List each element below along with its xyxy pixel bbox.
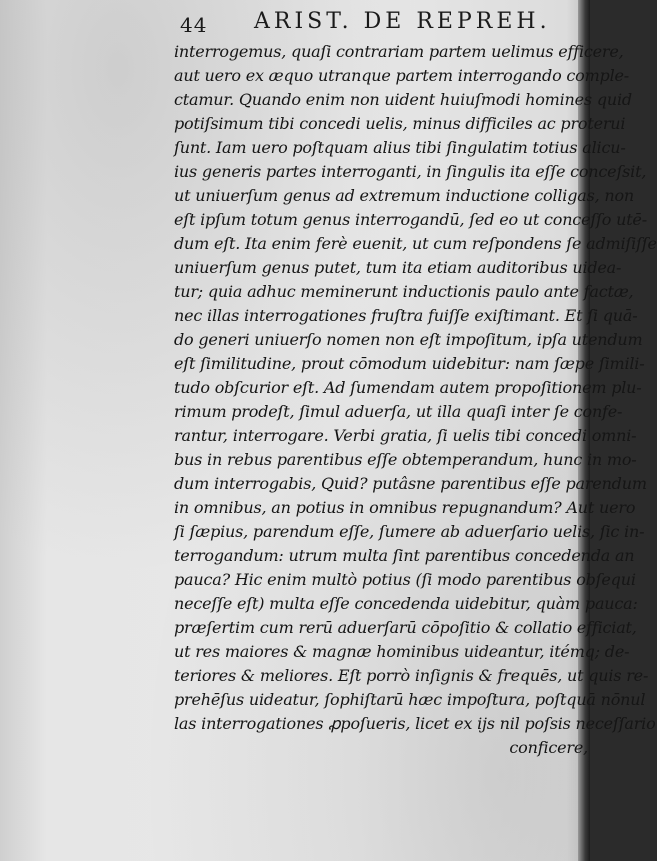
text-line: rantur, interrogare. Verbi gratia, ſi uelis tibi concedi omni- (174, 426, 637, 445)
text-line: potiſsimum tibi concedi uelis, minus difficiles ac proterui (174, 114, 626, 133)
running-title: ARIST. DE REPREH. (254, 9, 551, 34)
catchword-line: conficere, (509, 738, 588, 757)
text-line: interrogemus, quaſi contrariam partem uelimus efficere, (174, 42, 624, 61)
text-line: eſt ſimilitudine, prout cōmodum uidebitur: nam ſæpe ſimili- (174, 354, 645, 373)
text-line: tudo obſcurior eſt. Ad ſumendam autem propoſitionem plu- (174, 378, 642, 397)
text-line: in omnibus, an potius in omnibus repugnandum? Aut uero (174, 498, 636, 517)
text-line: ius generis partes interroganti, in ſingulis ita eſſe conceſsit, (174, 162, 647, 181)
text-line: dum interrogabis, Quid? putâsne parentibus eſſe parendum (174, 474, 647, 493)
text-line: neceſſe eſt) multa eſſe concedenda uidebitur, quàm pauca: (174, 594, 638, 613)
text-line: aut uero ex æquo utranque partem interrogando comple- (174, 66, 629, 85)
text-line: las interrogationes ꝓpoſueris, licet ex ijs nil poſsis neceſſario (174, 714, 656, 733)
text-line: tur; quia adhuc meminerunt inductionis paulo ante factæ, (174, 282, 634, 301)
text-line: bus in rebus parentibus eſſe obtemperandum, hunc in mo- (174, 450, 637, 469)
text-line: ctamur. Quando enim non uident huiuſmodi homines quid (174, 90, 632, 109)
text-line: ut res maiores & magnæ hominibus uideantur, itémq; de- (174, 642, 630, 661)
text-line: rimum prodeſt, ſimul aduerſa, ut illa quaſi inter ſe confe- (174, 402, 623, 421)
text-line: uniuerſum genus putet, tum ita etiam auditoribus uidea- (174, 258, 622, 277)
text-line: eſt ipſum totum genus interrogandū, ſed eo ut conceſſo utē- (174, 210, 647, 229)
text-line: do generi uniuerſo nomen non eſt impoſitum, ipſa utendum (174, 330, 643, 349)
text-line: ſi ſæpius, parendum eſſe, ſumere ab aduerſario uelis, ſic in- (174, 522, 645, 541)
text-line: ſunt. Iam uero poſtquam alius tibi ſingulatim totius alicu- (174, 138, 626, 157)
text-line: terrogandum: utrum multa ſint parentibus concedenda an (174, 546, 635, 565)
text-line: prehēſus uideatur, ſophiſtarū hæc impoſtura, poſtquā nōnul (174, 690, 646, 709)
text-line: nec illas interrogationes fruſtra fuiſſe exiſtimant. Et ſi quā- (174, 306, 638, 325)
text-line: teriores & meliores. Eſt porrò inſignis & frequēs, ut quis re- (174, 666, 649, 685)
page-number: 44 (180, 13, 208, 37)
text-line: dum eſt. Ita enim ferè euenit, ut cum reſpondens ſe admiſiſſe (174, 234, 657, 253)
text-line: pauca? Hic enim multò potius (ſi modo parentibus obſequi (174, 570, 636, 589)
text-line: ut uniuerſum genus ad extremum inductione colligas, non (174, 186, 635, 205)
text-line: præſertim cum rerū aduerſarū cōpoſitio & collatio efficiat, (174, 618, 637, 637)
body-text (174, 40, 657, 760)
